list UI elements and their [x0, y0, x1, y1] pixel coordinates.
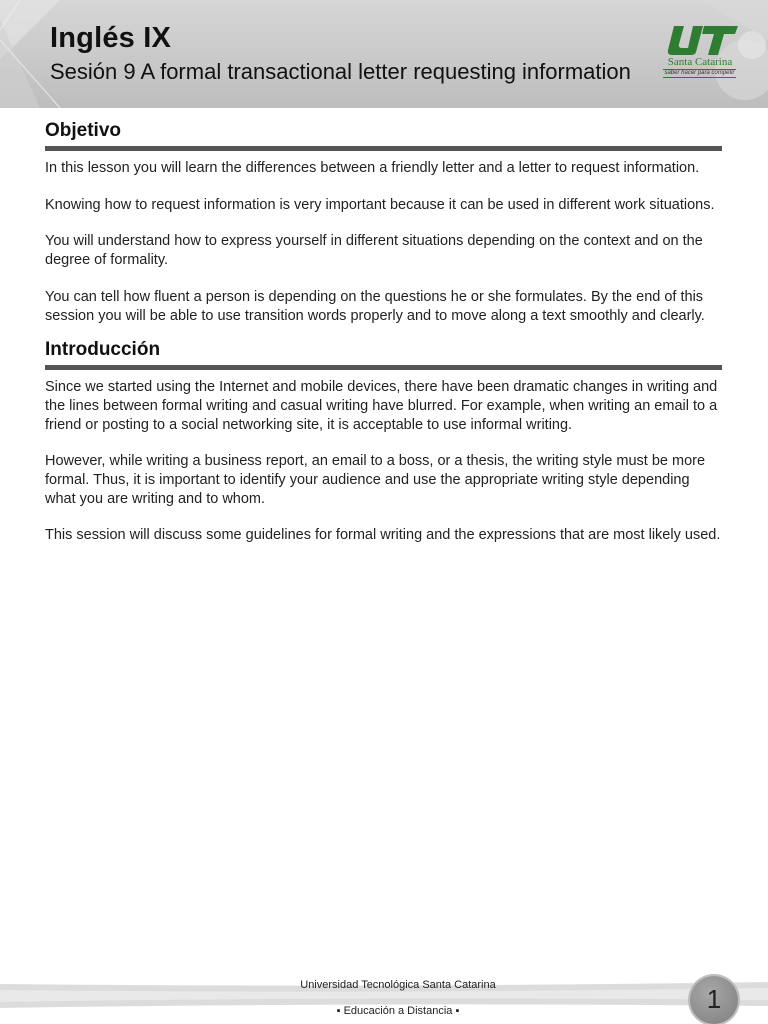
session-title: Sesión 9 A formal transactional letter requesting information — [50, 59, 631, 84]
paragraph: You will understand how to express yourself in different situations depending on the context and on the degree of formality. — [45, 233, 703, 269]
course-title: Inglés IX — [50, 22, 172, 54]
page-header — [0, 0, 768, 108]
paragraph: This session will discuss some guidelines for formal writing and the expressions that are most likely used. — [45, 527, 721, 544]
document-body — [45, 118, 722, 563]
logo-slogan-text: saber hacer para competir — [664, 70, 735, 76]
section-heading: Objetivo — [45, 118, 722, 151]
section-introduccion — [45, 337, 722, 545]
paragraph: You can tell how fluent a person is depending on the questions he or she formulates. By the end of this session you will be able to use transition words properly and to move along a text smoothly and clearly. — [45, 288, 705, 324]
paragraph: However, while writing a business report, an email to a boss, or a thesis, the writing style must be more formal. Thus, it is important to identify your audience and use the appropriate writing style depending what you are writing and to whom. — [45, 453, 706, 507]
paragraph: Knowing how to request information is very important because it can be used in different work situations. — [45, 196, 715, 213]
section-heading: Introducción — [45, 337, 722, 370]
page-number-badge: 1 — [690, 976, 738, 1024]
footer-university: Universidad Tecnológica Santa Catarina — [300, 979, 496, 991]
section-objetivo — [45, 118, 722, 325]
ut-logo-mark-icon — [660, 24, 740, 56]
university-logo — [660, 24, 740, 84]
paragraph: Since we started using the Internet and mobile devices, there have been dramatic changes in writing and the lines between formal writing and casual writing have blurred. For example, when writing an email to a friend or posting to a social networking site, it is acceptable to use informal writing. — [45, 379, 718, 433]
page-footer — [0, 966, 768, 1024]
logo-city-text: Santa Catarina — [667, 56, 733, 68]
footer-program: ▪ Educación a Distancia ▪ — [336, 1005, 460, 1017]
paragraph: In this lesson you will learn the differences between a friendly letter and a letter to request information. — [45, 160, 700, 176]
